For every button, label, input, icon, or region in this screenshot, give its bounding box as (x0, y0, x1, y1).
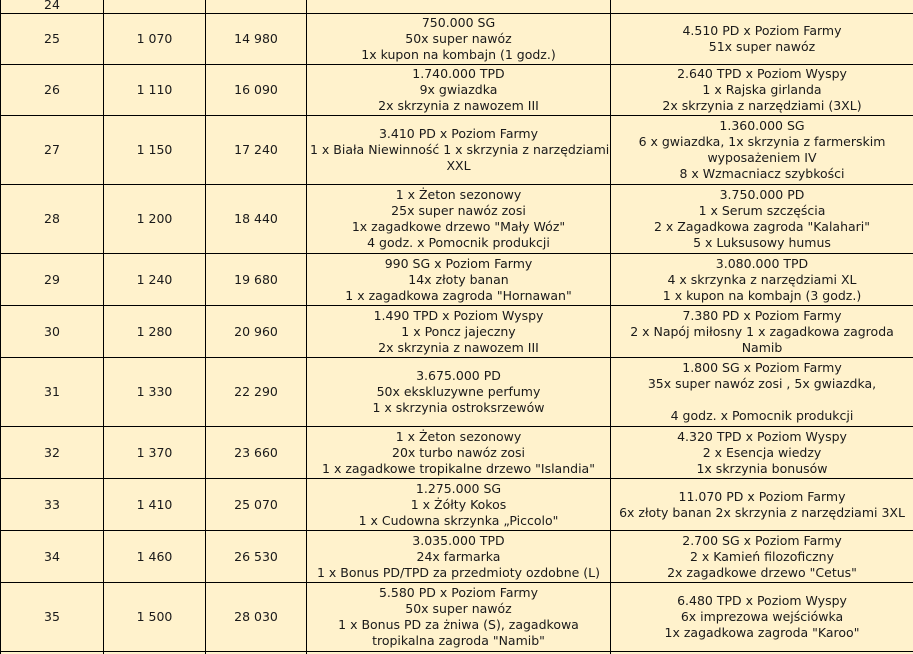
reward-line: tropikalna zagroda "Namib" (372, 633, 545, 648)
reward-line: 750.000 SG (421, 15, 496, 30)
reward-line: 4 godz. x Pomocnik produkcji (670, 408, 854, 423)
reward-line: 20x turbo nawóz zosi (392, 444, 525, 460)
reward-cell-secondary (611, 65, 913, 116)
reward-cell-secondary (611, 427, 913, 479)
table-row (1, 65, 913, 116)
reward-line: 3.410 PD x Poziom Farmy (378, 126, 539, 141)
value-b-cell: 14 980 (206, 14, 307, 65)
reward-cell-primary (307, 358, 611, 427)
value-b-cell: 17 240 (206, 116, 307, 185)
reward-line: 50x super nawóz (405, 601, 512, 616)
table-row (1, 185, 913, 254)
reward-line: 51x super nawóz (708, 39, 816, 54)
reward-line: 1 x zagadkowa zagroda "Hornawan" (345, 287, 572, 303)
reward-line: 4.320 TPD x Poziom Wyspy (677, 428, 847, 444)
reward-cell-secondary (611, 116, 913, 185)
reward-cell-secondary (611, 358, 913, 427)
reward-line: 3.750.000 PD (719, 187, 805, 202)
reward-line: 4 x skrzynka z narzędziami XL (667, 271, 857, 287)
reward-line: 11.070 PD x Poziom Farmy (678, 488, 846, 504)
reward-line: 1 x Biała Niewinność 1 x skrzynia z narzędziami (310, 142, 610, 157)
reward-cell-primary (307, 306, 611, 358)
table-row (1, 116, 913, 185)
reward-line: 1.275.000 SG (415, 480, 502, 496)
reward-line: 1 x skrzynia ostroksrzewów (372, 400, 545, 415)
reward-line: 1.490 TPD x Poziom Wyspy (373, 307, 544, 323)
reward-line: 2x skrzynia z nawozem III (378, 339, 539, 355)
table-row (1, 0, 913, 14)
reward-cell-secondary (611, 479, 913, 531)
value-a-cell: 1 280 (104, 306, 206, 358)
reward-line: 1.360.000 SG (719, 118, 805, 133)
reward-line: 14x złoty banan (408, 271, 509, 287)
reward-cell-primary (307, 185, 611, 254)
reward-cell-primary (307, 116, 611, 185)
reward-cell-secondary (611, 531, 913, 583)
reward-line: 1 x Żeton sezonowy (395, 187, 522, 202)
table-row (1, 583, 913, 652)
value-a-cell: 1 410 (104, 479, 206, 531)
reward-line: XXL (446, 158, 471, 173)
reward-cell-secondary (611, 254, 913, 306)
reward-line: 24x farmarka (416, 548, 501, 564)
level-cell: 29 (1, 254, 104, 306)
reward-cell-secondary (611, 583, 913, 652)
value-a-cell: 1 070 (104, 14, 206, 65)
reward-line: 1x kupon na kombajn (1 godz.) (361, 47, 556, 62)
reward-line: 9x gwiazdka (419, 82, 498, 97)
level-cell: 34 (1, 531, 104, 583)
level-cell: 35 (1, 583, 104, 652)
level-cell: 32 (1, 427, 104, 479)
table-row (1, 427, 913, 479)
reward-cell-primary (307, 583, 611, 652)
reward-line: 3.675.000 PD (416, 368, 501, 383)
reward-line: 6 x gwiazdka, 1x skrzynia z farmerskim (638, 134, 886, 149)
value-b-cell: 16 090 (206, 65, 307, 116)
reward-line: 25x super nawóz zosi (391, 203, 526, 218)
reward-cell-secondary (611, 306, 913, 358)
reward-line: 3.035.000 TPD (412, 532, 505, 548)
reward-line: 1 x Bonus PD za żniwa (S), zagadkowa (338, 617, 579, 632)
reward-line: 2 x Zagadkowa zagroda "Kalahari" (653, 219, 871, 234)
table-row (1, 358, 913, 427)
reward-cell-primary (307, 531, 611, 583)
reward-line: 2 x Esencja wiedzy (702, 444, 822, 460)
level-cell: 25 (1, 14, 104, 65)
reward-line: 1 x Żeton sezonowy (395, 428, 522, 444)
table-row (1, 14, 913, 65)
reward-line: 2 x Kamień filozoficzny (689, 548, 834, 564)
reward-line: 4.510 PD x Poziom Farmy (682, 23, 842, 38)
table-row (1, 306, 913, 358)
table-row (1, 254, 913, 306)
reward-line: 2 x Napój miłosny 1 x zagadkowa zagroda (630, 323, 894, 339)
level-cell: 33 (1, 479, 104, 531)
value-a-cell: 1 370 (104, 427, 206, 479)
reward-line: 1 x kupon na kombajn (3 godz.) (662, 287, 862, 303)
reward-line: 1 x Żółty Kokos (410, 496, 507, 512)
value-a-cell: 1 110 (104, 65, 206, 116)
reward-line: 3.080.000 TPD (715, 255, 809, 271)
reward-line: 2x skrzynia z narzędziami (3XL) (662, 98, 862, 113)
reward-line: 1.800 SG x Poziom Farmy (682, 360, 842, 375)
reward-cell-primary (307, 427, 611, 479)
value-a-cell: 1 200 (104, 185, 206, 254)
level-cell: 30 (1, 306, 104, 358)
reward-cell-primary (307, 254, 611, 306)
reward-line: 1 x zagadkowe tropikalne drzewo "Islandia" (322, 460, 595, 476)
reward-line: wyposażeniem IV (707, 150, 817, 165)
value-a-cell: 1 500 (104, 583, 206, 652)
value-b-cell: 26 530 (206, 531, 307, 583)
reward-line: 35x super nawóz zosi , 5x gwiazdka, (647, 376, 877, 391)
reward-cell-secondary (611, 185, 913, 254)
reward-line: 7.380 PD x Poziom Farmy (682, 307, 842, 323)
reward-line: 2.700 SG x Poziom Farmy (682, 532, 842, 548)
reward-cell-primary (307, 479, 611, 531)
reward-line: 2x zagadkowe drzewo "Cetus" (667, 564, 857, 580)
table-row (1, 531, 913, 583)
reward-line: 50x super nawóz (405, 31, 512, 46)
reward-line: 6x imprezowa wejściówka (680, 609, 844, 624)
value-a-cell: 1 240 (104, 254, 206, 306)
reward-line: 1 x Bonus PD/TPD za przedmioty ozdobne (L) (316, 564, 601, 580)
reward-cell-primary (307, 14, 611, 65)
reward-line: Namib (741, 339, 783, 355)
level-cell: 31 (1, 358, 104, 427)
table-row (1, 479, 913, 531)
reward-line: 1x zagadkowe drzewo "Mały Wóz" (351, 219, 566, 234)
value-b-cell: 23 660 (206, 427, 307, 479)
value-b-cell: 28 030 (206, 583, 307, 652)
level-cell: 26 (1, 65, 104, 116)
reward-line: 1 x Poncz jajeczny (401, 323, 516, 339)
reward-line: 990 SG x Poziom Farmy (384, 255, 533, 271)
level-cell: 27 (1, 116, 104, 185)
reward-line: 50x ekskluzywne perfumy (376, 384, 541, 399)
value-b-cell: 19 680 (206, 254, 307, 306)
value-b-cell: 25 070 (206, 479, 307, 531)
reward-line: 4 godz. x Pomocnik produkcji (367, 235, 550, 250)
level-cell: 24 (1, 0, 104, 14)
reward-line (614, 392, 910, 408)
value-a-cell: 1 460 (104, 531, 206, 583)
reward-cell-primary (307, 65, 611, 116)
value-b-cell: 20 960 (206, 306, 307, 358)
reward-line: 2x skrzynia z nawozem III (378, 98, 539, 113)
level-cell: 28 (1, 185, 104, 254)
value-a-cell: 1 150 (104, 116, 206, 185)
value-b-cell: 18 440 (206, 185, 307, 254)
value-b-cell (206, 0, 307, 14)
reward-cell-primary (307, 0, 611, 14)
reward-line: 1 x Cudowna skrzynka „Piccolo" (358, 512, 559, 528)
reward-line: 5 x Luksusowy humus (693, 235, 831, 250)
reward-line: 2.640 TPD x Poziom Wyspy (677, 66, 847, 81)
reward-line: 8 x Wzmacniacz szybkości (679, 166, 845, 181)
reward-line: 1x zagadkowa zagroda "Karoo" (664, 625, 860, 640)
reward-line: 6x złoty banan 2x skrzynia z narzędziami 3XL (619, 504, 905, 520)
value-a-cell (104, 0, 206, 14)
reward-line: 1 x Rajska girlanda (702, 82, 822, 97)
value-a-cell: 1 330 (104, 358, 206, 427)
value-b-cell: 22 290 (206, 358, 307, 427)
reward-line: 1 x Serum szczęścia (698, 203, 826, 218)
reward-line: 1x skrzynia bonusów (696, 460, 828, 476)
reward-line: 5.580 PD x Poziom Farmy (378, 585, 539, 600)
reward-cell-secondary (611, 0, 913, 14)
reward-line: 6.480 TPD x Poziom Wyspy (677, 593, 847, 608)
reward-line: 1.740.000 TPD (412, 66, 505, 81)
reward-cell-secondary (611, 14, 913, 65)
